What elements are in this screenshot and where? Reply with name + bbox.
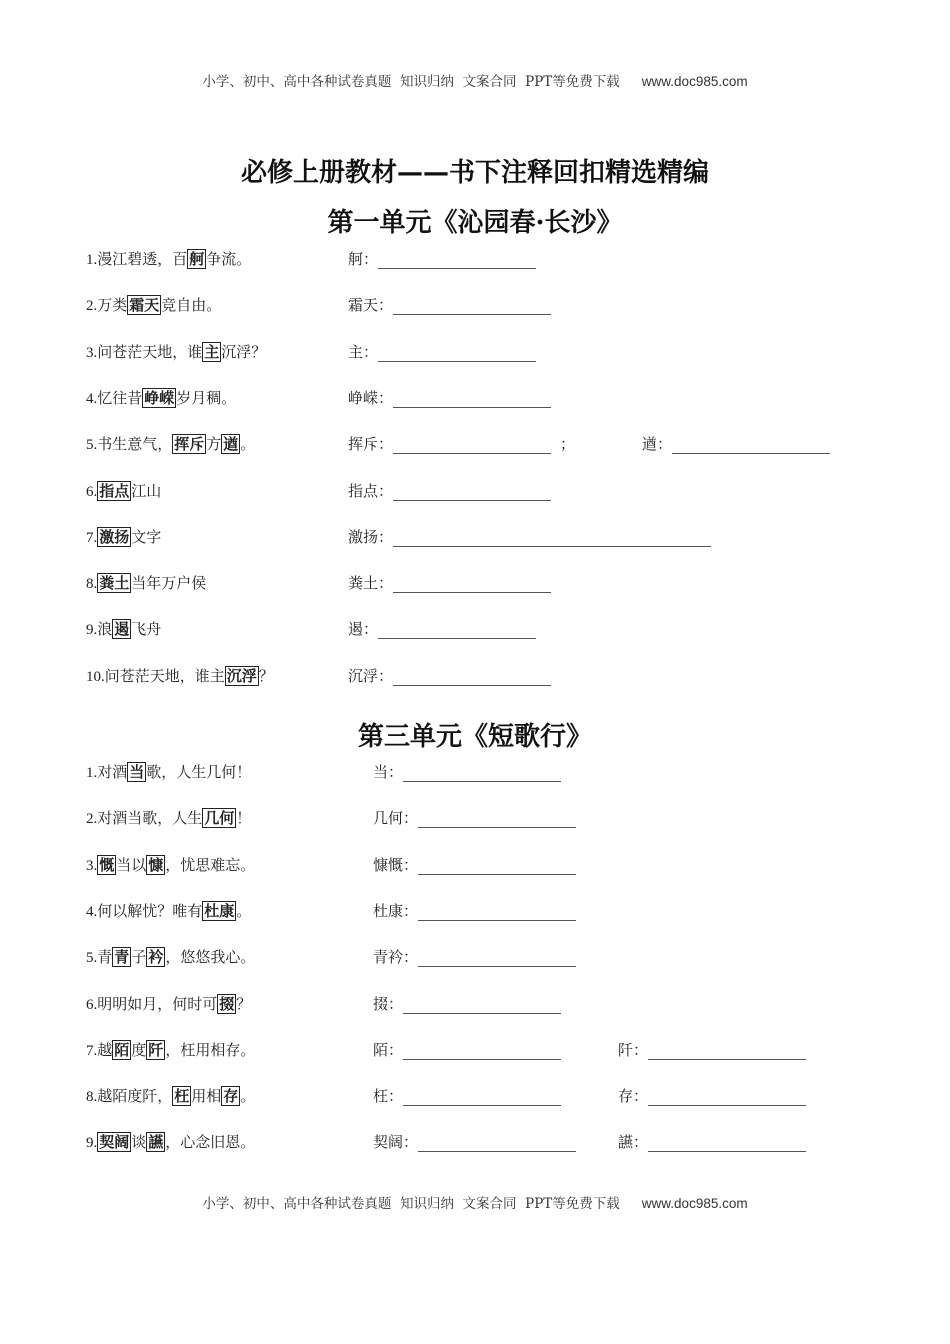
question-text [86, 341, 266, 362]
answer-label: 遏： [348, 620, 379, 639]
keyword-box: 慨 [99, 855, 115, 874]
answer-label: 讌： [618, 1133, 649, 1152]
sentence-part: 青 [97, 948, 113, 967]
keyword-box: 主 [204, 342, 220, 361]
answer-group [642, 433, 830, 454]
keyword-box: 衿 [148, 948, 164, 967]
question-text [86, 1085, 255, 1106]
keyword-box: 遏 [114, 620, 130, 639]
answer-label: 主： [348, 342, 379, 361]
question-row [0, 663, 950, 687]
answer-label: 挥斥： [348, 435, 394, 454]
sentence-part: 度 [131, 1040, 147, 1059]
sentence-part: 漫江碧透，百 [97, 250, 188, 268]
question-row [0, 852, 950, 876]
question-row [0, 385, 950, 409]
keyword-box: 遒 [223, 435, 239, 454]
answer-blank-line[interactable] [418, 1134, 576, 1152]
question-text [86, 618, 161, 639]
keyword-box: 粪土 [99, 574, 130, 593]
section-title-unit3: 第三单元《短歌行》 [357, 722, 592, 752]
answer-label: 陌： [373, 1040, 404, 1059]
answer-blank-line[interactable] [648, 1042, 806, 1060]
question-number: 5. [86, 950, 98, 967]
answer-blank-line[interactable] [418, 949, 576, 967]
answer-group [373, 993, 561, 1014]
keyword-box: 枉 [174, 1087, 190, 1106]
question-number: 2. [86, 298, 98, 315]
answer-group [348, 618, 536, 639]
question-text [86, 807, 251, 828]
answer-group [348, 572, 551, 593]
question-text [86, 900, 251, 921]
answer-blank-line[interactable] [403, 764, 561, 782]
keyword-box: 青 [114, 948, 130, 967]
answer-blank-line[interactable] [393, 483, 551, 501]
keyword-box: 霜天 [129, 296, 160, 315]
header-url: www.doc985.com [641, 74, 748, 89]
question-number: 1. [86, 252, 98, 268]
keyword-box: 挥斥 [174, 435, 205, 454]
answer-group [348, 248, 536, 269]
sentence-part: ！ [236, 809, 252, 828]
page-title: 必修上册教材——书下注释回扣精选精编 [240, 158, 709, 188]
answer-group [373, 1131, 576, 1152]
sentence-part: ，心念旧恩。 [165, 1133, 256, 1152]
question-row [0, 1037, 950, 1061]
sentence-part: 。 [240, 435, 256, 454]
question-text [86, 480, 161, 501]
keyword-box: 峥嵘 [144, 388, 175, 407]
answer-group [373, 900, 576, 921]
question-row [0, 524, 950, 548]
sentence-part: 飞舟 [131, 620, 162, 639]
page-header [0, 70, 950, 90]
answer-label: 当： [373, 763, 404, 781]
answer-label: 掇： [373, 994, 404, 1013]
sentence-part: ，枉用相存。 [165, 1040, 256, 1059]
header-text: 小学、初中、高中各种试卷真题 知识归纳 文案合同 PPT等免费下载 [202, 74, 620, 90]
question-text [86, 1039, 255, 1060]
section-title-unit1: 第一单元《沁园春·长沙》 [327, 208, 623, 238]
sentence-part: 用相 [191, 1087, 222, 1106]
answer-label: 慷慨： [373, 855, 419, 874]
keyword-box: 激扬 [99, 527, 130, 546]
answer-blank-line[interactable] [403, 996, 561, 1014]
sentence-part: 江山 [131, 481, 162, 500]
answer-group [373, 854, 576, 875]
answer-group [348, 665, 551, 686]
answer-group [348, 526, 711, 547]
keyword-box: 存 [223, 1087, 239, 1106]
question-number: 6. [86, 483, 98, 500]
sentence-part: 明明如月，何时可 [97, 994, 218, 1013]
question-number: 7. [86, 1042, 98, 1059]
sentence-part: 沉浮？ [221, 342, 267, 361]
question-number: 4. [86, 390, 98, 407]
page-footer [0, 1192, 950, 1212]
question-row [0, 759, 950, 783]
question-number: 1. [86, 765, 98, 781]
question-number: 8. [86, 1089, 98, 1106]
question-row [0, 339, 950, 363]
answer-group [348, 433, 551, 454]
question-number: 9. [86, 622, 98, 639]
question-row [0, 1129, 950, 1153]
question-text [86, 572, 206, 593]
question-number: 4. [86, 903, 98, 920]
separator: ； [560, 435, 576, 454]
sentence-part: 何以解忧？唯有 [97, 901, 203, 920]
sentence-part: 。 [240, 1087, 256, 1106]
answer-label: 霜天： [348, 296, 394, 315]
question-number: 2. [86, 811, 98, 828]
answer-group [373, 1039, 561, 1060]
answer-group [373, 1085, 561, 1106]
question-row [0, 616, 950, 640]
question-text [86, 854, 255, 875]
answer-blank-line[interactable] [418, 903, 576, 921]
answer-label: 舸： [348, 250, 379, 268]
sentence-part: 浪 [97, 620, 113, 639]
answer-label: 杜康： [373, 901, 419, 920]
answer-blank-line[interactable] [378, 251, 536, 269]
keyword-box: 掇 [219, 994, 235, 1013]
sentence-part: 文字 [131, 527, 162, 546]
answer-blank-line[interactable] [393, 390, 551, 408]
answer-group [348, 294, 551, 315]
question-number: 3. [86, 857, 98, 874]
answer-label: 沉浮： [348, 666, 394, 685]
answer-group [348, 387, 551, 408]
question-number: 10. [86, 668, 105, 685]
answer-blank-line[interactable] [403, 1088, 561, 1106]
answer-label: 遒： [642, 435, 673, 454]
question-text [86, 1131, 255, 1152]
question-row [0, 292, 950, 316]
question-row [0, 944, 950, 968]
question-row [0, 805, 950, 829]
sentence-part: 谈 [131, 1133, 147, 1152]
answer-blank-line[interactable] [648, 1088, 806, 1106]
answer-label: 几何： [373, 809, 419, 828]
answer-blank-line[interactable] [648, 1134, 806, 1152]
keyword-box: 慷 [148, 855, 164, 874]
keyword-box: 指点 [99, 481, 130, 500]
question-number: 5. [86, 437, 98, 454]
sentence-part: 岁月稠。 [176, 388, 237, 407]
keyword-box: 杜康 [204, 901, 235, 920]
keyword-box: 契阔 [99, 1133, 130, 1152]
sentence-part: 对酒 [97, 763, 128, 781]
answer-label: 峥嵘： [348, 388, 394, 407]
keyword-box: 陌 [114, 1040, 130, 1059]
sentence-part: 争流。 [206, 250, 252, 268]
sentence-part: 对酒当歌，人生 [97, 809, 203, 828]
answer-group [348, 480, 551, 501]
sentence-part: 当以 [116, 855, 147, 874]
sentence-part: 竞自由。 [161, 296, 222, 315]
answer-group [373, 946, 576, 967]
question-number: 9. [86, 1135, 98, 1152]
answer-label: 枉： [373, 1087, 404, 1106]
question-text [86, 526, 161, 547]
question-row [0, 478, 950, 502]
answer-label: 阡： [618, 1040, 649, 1059]
answer-group [618, 1039, 806, 1060]
answer-blank-line[interactable] [672, 436, 830, 454]
sentence-part: 越陌度阡， [97, 1087, 173, 1106]
sentence-part: ？ [236, 994, 252, 1013]
question-row [0, 431, 950, 455]
answer-blank-line[interactable] [393, 575, 551, 593]
answer-blank-line[interactable] [393, 529, 711, 547]
question-text [86, 248, 251, 269]
sentence-part: ，忧思难忘。 [165, 855, 256, 874]
answer-blank-line[interactable] [378, 621, 536, 639]
question-number: 8. [86, 576, 98, 593]
sentence-part: 越 [97, 1040, 113, 1059]
answer-label: 激扬： [348, 527, 394, 546]
question-row [0, 570, 950, 594]
question-text [86, 761, 251, 782]
answer-label: 粪土： [348, 574, 394, 593]
answer-group [618, 1085, 806, 1106]
question-row [0, 1083, 950, 1107]
keyword-box: 讌 [148, 1133, 164, 1152]
question-row [0, 991, 950, 1015]
sentence-part: 忆往昔 [97, 388, 143, 407]
question-text [86, 433, 255, 454]
question-text [86, 294, 221, 315]
sentence-part: 问苍茫天地，谁主 [104, 666, 225, 685]
sentence-part: 。 [236, 901, 252, 920]
answer-label: 指点： [348, 481, 394, 500]
question-row [0, 246, 950, 270]
footer-text: 小学、初中、高中各种试卷真题 知识归纳 文案合同 PPT等免费下载 [202, 1196, 620, 1212]
keyword-box: 阡 [148, 1040, 164, 1059]
keyword-box: 当 [129, 763, 145, 781]
answer-label: 青衿： [373, 948, 419, 967]
answer-label: 契阔： [373, 1133, 419, 1152]
answer-blank-line[interactable] [393, 436, 551, 454]
keyword-box: 几何 [204, 809, 235, 828]
question-text [86, 665, 274, 686]
sentence-part: 万类 [97, 296, 128, 315]
answer-blank-line[interactable] [418, 810, 576, 828]
answer-group [618, 1131, 806, 1152]
sentence-part: ，悠悠我心。 [165, 948, 256, 967]
question-text [86, 387, 236, 408]
answer-blank-line[interactable] [403, 1042, 561, 1060]
sentence-part: 问苍茫天地，谁 [97, 342, 203, 361]
answer-group [373, 807, 576, 828]
sentence-part: 方 [206, 435, 222, 454]
question-number: 3. [86, 344, 98, 361]
keyword-box: 沉浮 [226, 666, 257, 685]
sentence-part: 子 [131, 948, 147, 967]
footer-url: www.doc985.com [641, 1196, 748, 1211]
question-row [0, 898, 950, 922]
answer-group [373, 761, 561, 782]
answer-blank-line[interactable] [418, 857, 576, 875]
answer-blank-line[interactable] [378, 344, 536, 362]
keyword-box: 舸 [189, 250, 205, 268]
sentence-part: ？ [258, 666, 274, 685]
question-text [86, 993, 251, 1014]
question-number: 7. [86, 529, 98, 546]
answer-blank-line[interactable] [393, 668, 551, 686]
sentence-part: 书生意气， [97, 435, 173, 454]
answer-group [348, 341, 536, 362]
answer-blank-line[interactable] [393, 297, 551, 315]
sentence-part: 歌，人生几何！ [146, 763, 252, 781]
answer-label: 存： [618, 1087, 649, 1106]
question-number: 6. [86, 996, 98, 1013]
question-text [86, 946, 255, 967]
sentence-part: 当年万户侯 [131, 574, 207, 593]
